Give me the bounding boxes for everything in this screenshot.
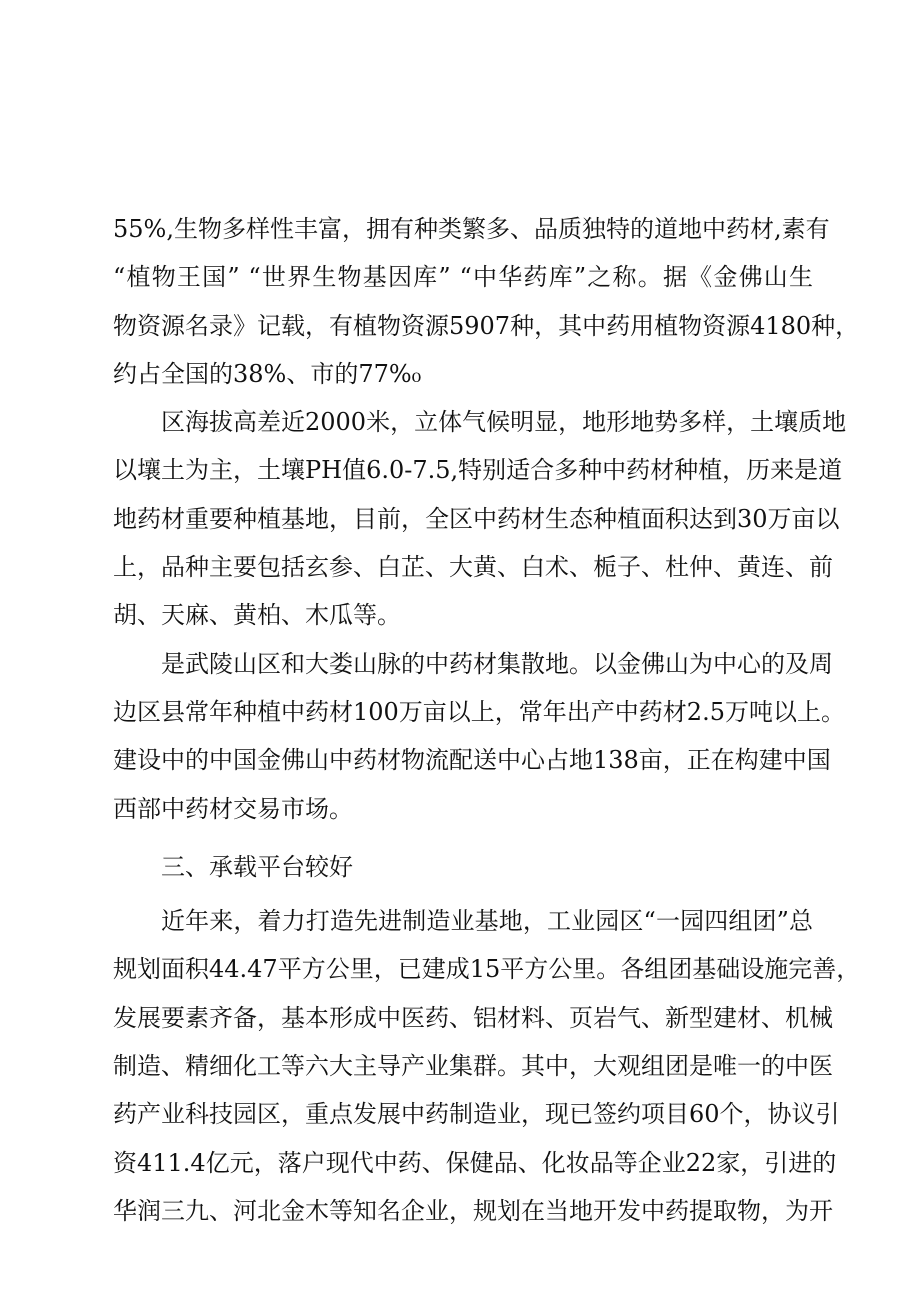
paragraph-4-line-3: 发展要素齐备，基本形成中医药、铝材料、页岩气、新型建材、机械: [113, 1003, 833, 1032]
paragraph-1-line-1: 55%,生物多样性丰富，拥有种类繁多、品质独特的道地中药材,素有: [113, 215, 830, 243]
paragraph-2-line-1: 区海拔高差近2000米，立体气候明显，地形地势多样，土壤质地: [161, 408, 847, 437]
document-body: [113, 205, 861, 1235]
paragraph-2-line-4: 上，品种主要包括玄参、白芷、大黄、白术、栀子、杜仲、黄连、前: [113, 553, 833, 582]
paragraph-4-line-1: 近年来，着力打造先进制造业基地，工业园区“一园四组团”总: [161, 907, 813, 936]
paragraph-2-line-3: 地药材重要种植基地，目前，全区中药材生态种植面积达到30万亩以: [113, 504, 840, 533]
paragraph-4-line-2: 规划面积44.47平方公里，已建成15平方公里。各组团基础设施完善，: [113, 955, 861, 984]
paragraph-4-line-5: 药产业科技园区，重点发展中药制造业，现已签约项目60个，协议引: [113, 1100, 840, 1129]
paragraph-1-line-3: 物资源名录》记载，有植物资源5907种，其中药用植物资源4180种，: [113, 311, 860, 340]
section-heading: 三、承载平台较好: [161, 852, 353, 881]
paragraph-2-line-5: 胡、天麻、黄柏、木瓜等。: [113, 601, 401, 630]
paragraph-4-line-4: 制造、精细化工等六大主导产业集群。其中，大观组团是唯一的中医: [113, 1052, 833, 1081]
paragraph-3-line-1: 是武陵山区和大娄山脉的中药材集散地。以金佛山为中心的及周: [161, 649, 833, 678]
paragraph-1-line-2: “植物王国” “世界生物基因库” “中华药库”之称。据《金佛山生: [113, 263, 813, 292]
paragraph-4-line-7: 华润三九、河北金木等知名企业，规划在当地开发中药提取物，为开: [113, 1196, 833, 1225]
paragraph-2-line-2: 以壤土为主，土壤PH值6.0-7.5,特别适合多种中药材种植，历来是道: [113, 456, 843, 485]
paragraph-3-line-2: 边区县常年种植中药材100万亩以上，常年出产中药材2.5万吨以上。: [113, 697, 845, 726]
paragraph-3-line-3: 建设中的中国金佛山中药材物流配送中心占地138亩，正在构建中国: [113, 746, 831, 775]
paragraph-3-line-4: 西部中药材交易市场。: [113, 794, 353, 823]
paragraph-1-line-4: 约占全国的38%、市的77%₀: [113, 359, 422, 388]
paragraph-4-line-6: 资411.4亿元，落户现代中药、保健品、化妆品等企业22家，引进的: [113, 1148, 837, 1177]
